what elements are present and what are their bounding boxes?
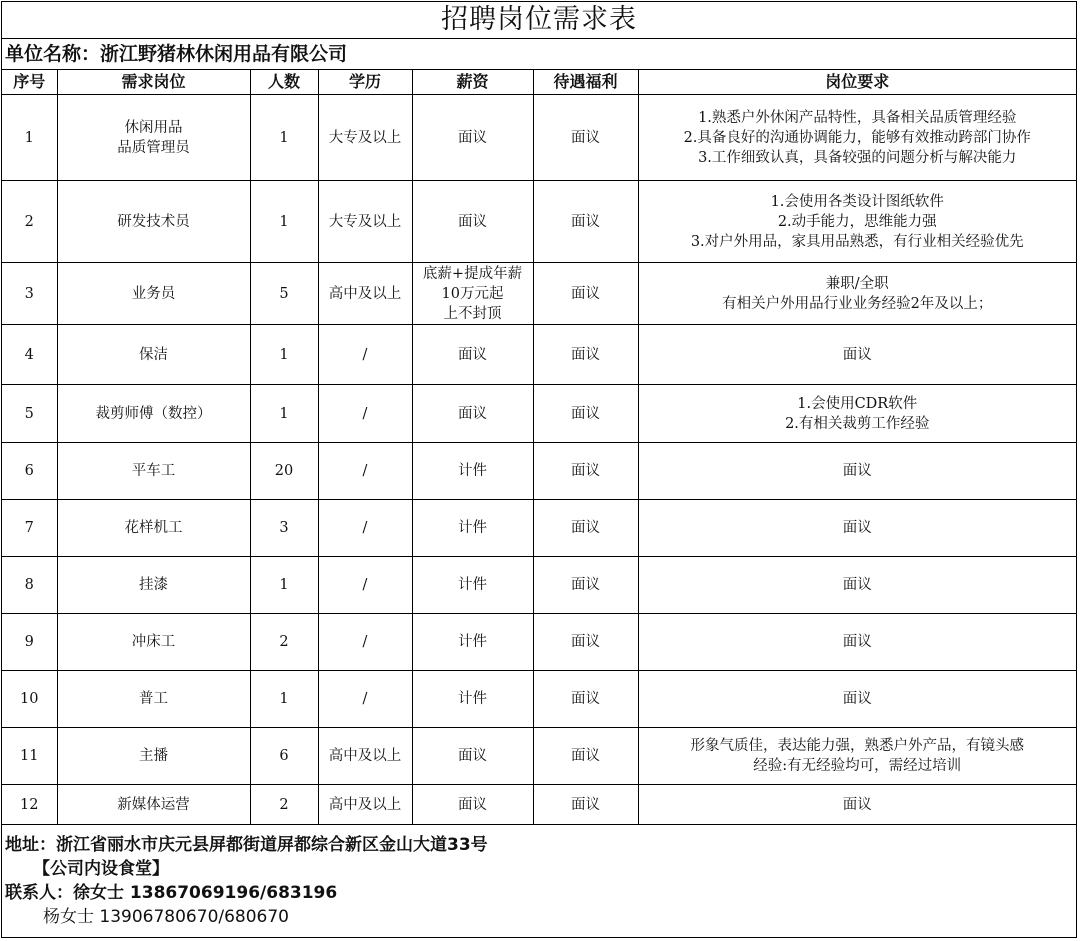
cell-education: 高中及以上 [318,263,412,325]
cell-no: 7 [2,500,57,557]
cell-count: 5 [250,263,318,325]
recruitment-sheet [1,1,1077,938]
cell-benefits: 面议 [533,500,638,557]
table-row [2,785,1076,825]
cell-education: / [318,614,412,671]
cell-requirements-line: 2.动手能力，思维能力强 [777,213,937,230]
page-title: 招聘岗位需求表 [2,2,1076,39]
cell-salary-line: 计件 [458,691,487,707]
contact-footer [2,825,1076,929]
cell-salary [412,385,533,443]
cell-salary [412,557,533,614]
cell-education: / [318,385,412,443]
cell-requirements [638,671,1076,728]
cell-count: 1 [250,671,318,728]
cell-position [57,325,250,385]
cell-position-line: 花样机工 [124,520,183,536]
cell-position [57,557,250,614]
cell-benefits: 面议 [533,95,638,181]
table-row [2,557,1076,614]
cell-no: 5 [2,385,57,443]
cell-salary-line: 计件 [458,463,487,479]
header-salary: 薪资 [412,70,533,95]
company-name: 单位名称：浙江野猪林休闲用品有限公司 [2,39,1076,70]
table-row [2,95,1076,181]
cell-education: / [318,443,412,500]
cell-count: 2 [250,785,318,825]
header-no: 序号 [2,70,57,95]
cell-education: 高中及以上 [318,785,412,825]
cell-salary [412,181,533,263]
cell-salary-line: 计件 [458,634,487,650]
table-header-row [2,70,1076,95]
cell-benefits: 面议 [533,557,638,614]
cell-count: 1 [250,557,318,614]
cell-salary-line: 计件 [458,577,487,593]
cell-salary-line: 面议 [458,748,487,764]
cell-position [57,95,250,181]
cell-salary-line: 10万元起 [441,285,504,302]
cell-education: / [318,671,412,728]
cell-requirements-line: 1.会使用各类设计图纸软件 [770,193,944,210]
cell-position [57,728,250,785]
table-row [2,181,1076,263]
cell-salary-line: 面议 [458,405,487,422]
table-row [2,263,1076,325]
cell-no: 11 [2,728,57,785]
cell-requirements-line: 面议 [842,520,872,536]
cell-position [57,385,250,443]
cell-benefits: 面议 [533,728,638,785]
table-row [2,325,1076,385]
cell-salary-line: 底薪+提成年薪 [422,265,523,282]
cell-no: 9 [2,614,57,671]
address-text: 地址：浙江省丽水市庆元县屏都街道屏都综合新区金山大道33号 [5,835,488,855]
contact-secondary: 杨女士 13906780670/680670 [43,907,290,927]
table-row [2,443,1076,500]
cell-count: 20 [250,443,318,500]
cell-position [57,263,250,325]
cell-requirements-line: 3.对户外用品，家具用品熟悉，有行业相关经验优先 [690,233,1024,250]
cell-position [57,785,250,825]
cell-salary [412,263,533,325]
cell-requirements-line: 1.会使用CDR软件 [797,395,918,412]
cell-education: / [318,500,412,557]
cell-position-line: 裁剪师傅（数控） [95,405,212,422]
cell-count: 3 [250,500,318,557]
cell-requirements [638,325,1076,385]
cell-requirements [638,263,1076,325]
cell-requirements [638,614,1076,671]
cell-position-line: 业务员 [131,285,176,302]
table-row [2,500,1076,557]
cell-count: 6 [250,728,318,785]
cell-salary-line: 面议 [458,129,487,146]
cell-benefits: 面议 [533,181,638,263]
cell-salary [412,785,533,825]
header-benefits: 待遇福利 [533,70,638,95]
cell-salary-line: 面议 [458,346,487,363]
cell-position-line: 休闲用品 [124,119,183,136]
cell-salary-line: 面议 [458,213,487,230]
cell-position-line: 冲床工 [131,634,176,650]
cell-benefits: 面议 [533,671,638,728]
cell-count: 1 [250,325,318,385]
cell-salary [412,443,533,500]
cell-education: / [318,557,412,614]
table-row [2,385,1076,443]
cell-benefits: 面议 [533,325,638,385]
contact-primary: 联系人：徐女士 13867069196/683196 [5,883,338,903]
cell-count: 1 [250,95,318,181]
cell-salary [412,728,533,785]
cell-salary [412,95,533,181]
cell-requirements [638,181,1076,263]
canteen-note: 【公司内设食堂】 [33,859,169,879]
cell-requirements [638,385,1076,443]
cell-requirements-line: 面议 [842,634,872,650]
cell-requirements-line: 1.熟悉户外休闲产品特性，具备相关品质管理经验 [698,109,1017,126]
cell-requirements-line: 面议 [842,577,872,593]
cell-position [57,614,250,671]
cell-benefits: 面议 [533,443,638,500]
cell-no: 4 [2,325,57,385]
cell-position-line: 平车工 [131,463,176,479]
cell-benefits: 面议 [533,614,638,671]
cell-salary [412,614,533,671]
cell-position-line: 主播 [139,748,168,764]
cell-position-line: 挂漆 [139,577,168,593]
cell-requirements-line: 经验:有无经验均可，需经过培训 [753,758,962,774]
cell-benefits: 面议 [533,263,638,325]
cell-requirements-line: 3.工作细致认真，具备较强的问题分析与解决能力 [698,149,1017,166]
cell-requirements-line: 有相关户外用品行业业务经验2年及以上； [722,295,993,312]
cell-requirements-line: 2.有相关裁剪工作经验 [785,415,930,432]
cell-requirements [638,500,1076,557]
cell-requirements-line: 形象气质佳，表达能力强，熟悉户外产品，有镜头感 [690,738,1024,754]
cell-count: 1 [250,181,318,263]
cell-position [57,671,250,728]
cell-requirements-line: 面议 [842,691,872,707]
cell-no: 3 [2,263,57,325]
cell-requirements [638,785,1076,825]
cell-no: 2 [2,181,57,263]
cell-requirements-line: 兼职/全职 [825,275,889,292]
cell-education: 大专及以上 [318,181,412,263]
cell-no: 6 [2,443,57,500]
cell-salary-line: 面议 [458,796,487,813]
cell-requirements [638,728,1076,785]
cell-benefits: 面议 [533,785,638,825]
cell-education: / [318,325,412,385]
header-position: 需求岗位 [57,70,250,95]
cell-no: 10 [2,671,57,728]
header-education: 学历 [318,70,412,95]
table-row [2,671,1076,728]
cell-position [57,500,250,557]
table-row [2,728,1076,785]
cell-count: 2 [250,614,318,671]
table-row [2,614,1076,671]
cell-salary [412,671,533,728]
cell-requirements-line: 面议 [842,346,872,363]
cell-salary-line: 计件 [458,520,487,536]
cell-position-line: 普工 [139,691,168,707]
cell-position [57,181,250,263]
cell-benefits: 面议 [533,385,638,443]
cell-position [57,443,250,500]
cell-position-line: 研发技术员 [117,213,190,230]
cell-education: 大专及以上 [318,95,412,181]
cell-requirements [638,557,1076,614]
header-count: 人数 [250,70,318,95]
cell-position-line: 品质管理员 [117,139,190,156]
cell-requirements-line: 2.具备良好的沟通协调能力，能够有效推动跨部门协作 [683,129,1031,146]
cell-education: 高中及以上 [318,728,412,785]
cell-no: 8 [2,557,57,614]
cell-requirements [638,95,1076,181]
cell-count: 1 [250,385,318,443]
cell-no: 12 [2,785,57,825]
cell-salary-line: 上不封顶 [443,305,502,322]
cell-no: 1 [2,95,57,181]
header-requirements: 岗位要求 [638,70,1076,95]
jobs-table-body [2,95,1076,825]
cell-salary [412,500,533,557]
cell-requirements [638,443,1076,500]
cell-requirements-line: 面议 [842,796,872,813]
cell-requirements-line: 面议 [842,463,872,479]
cell-salary [412,325,533,385]
cell-position-line: 保洁 [139,346,168,363]
jobs-table [2,70,1076,825]
cell-position-line: 新媒体运营 [117,796,190,813]
